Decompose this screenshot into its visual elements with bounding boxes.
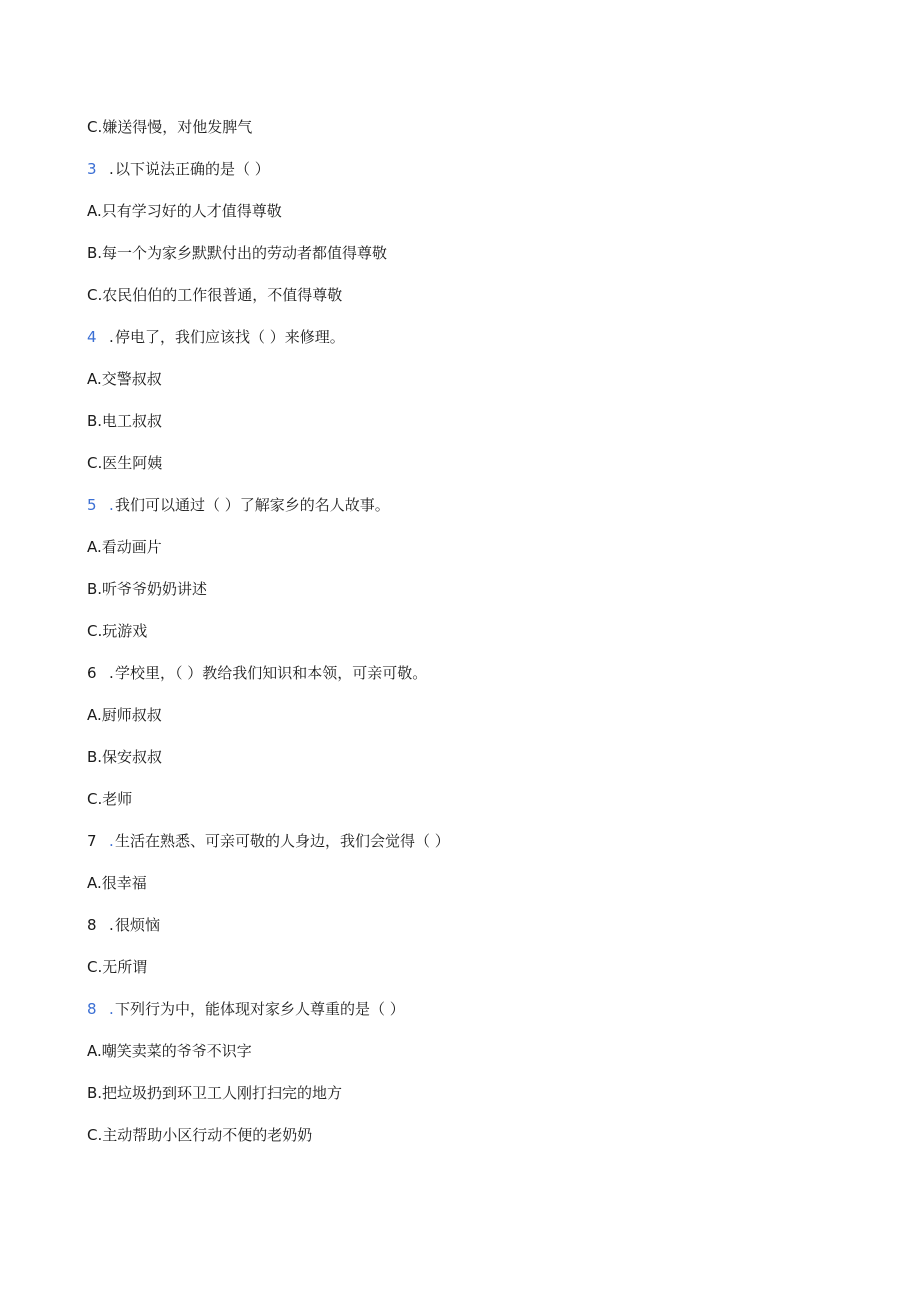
question-line xyxy=(87,157,270,181)
option-text: A.很幸福 xyxy=(87,874,147,892)
question-dot: . xyxy=(109,496,114,514)
question-dot: . xyxy=(109,1000,114,1018)
question-text: 停电了，我们应该找（ ）来修理。 xyxy=(115,328,345,346)
question-line xyxy=(87,997,405,1021)
question-text: 生活在熟悉、可亲可敬的人身边，我们会觉得（ ） xyxy=(115,832,450,850)
option-line xyxy=(87,283,342,307)
option-text: C.玩游戏 xyxy=(87,622,148,640)
option-text: B.听爷爷奶奶讲述 xyxy=(87,580,208,598)
option-text: B.每一个为家乡默默付出的劳动者都值得尊敬 xyxy=(87,244,388,262)
option-text: C.老师 xyxy=(87,790,133,808)
option-line xyxy=(87,451,162,475)
question-number: 8 xyxy=(87,916,97,934)
option-line xyxy=(87,703,162,727)
question-dot: . xyxy=(109,664,114,682)
question-text: 学校里，（ ）教给我们知识和本领，可亲可敬。 xyxy=(115,664,428,682)
option-line xyxy=(87,367,162,391)
question-line xyxy=(87,913,160,937)
option-line xyxy=(87,577,207,601)
question-line xyxy=(87,493,390,517)
question-number: 3 xyxy=(87,160,97,178)
question-line xyxy=(87,829,450,853)
option-text: C.医生阿姨 xyxy=(87,454,163,472)
question-dot: . xyxy=(109,832,114,850)
question-number: 6 xyxy=(87,664,97,682)
question-dot: . xyxy=(109,160,114,178)
option-line xyxy=(87,1039,252,1063)
option-line xyxy=(87,1123,312,1147)
option-line xyxy=(87,955,147,979)
option-line xyxy=(87,619,147,643)
option-text: B.电工叔叔 xyxy=(87,412,163,430)
option-line xyxy=(87,787,132,811)
question-number: 5 xyxy=(87,496,97,514)
option-line xyxy=(87,745,162,769)
option-text: C.主动帮助小区行动不便的老奶奶 xyxy=(87,1126,313,1144)
question-text: 以下说法正确的是（ ） xyxy=(115,160,270,178)
question-line xyxy=(87,325,345,349)
question-number: 7 xyxy=(87,832,97,850)
option-text: A.只有学习好的人才值得尊敬 xyxy=(87,202,282,220)
option-line xyxy=(87,1081,342,1105)
option-text: C.嫌送得慢，对他发脾气 xyxy=(87,118,253,136)
option-text: B.把垃圾扔到环卫工人刚打扫完的地方 xyxy=(87,1084,343,1102)
question-dot: . xyxy=(109,328,114,346)
question-text: 很烦恼 xyxy=(115,916,161,934)
option-text: A.看动画片 xyxy=(87,538,162,556)
option-line xyxy=(87,871,147,895)
question-number: 8 xyxy=(87,1000,97,1018)
option-line xyxy=(87,199,282,223)
option-text: A.厨师叔叔 xyxy=(87,706,162,724)
question-text: 我们可以通过（ ）了解家乡的名人故事。 xyxy=(115,496,390,514)
option-text: C.农民伯伯的工作很普通，不值得尊敬 xyxy=(87,286,343,304)
question-text: 下列行为中，能体现对家乡人尊重的是（ ） xyxy=(115,1000,405,1018)
option-text: B.保安叔叔 xyxy=(87,748,163,766)
question-dot: . xyxy=(109,916,114,934)
option-line xyxy=(87,241,387,265)
option-line xyxy=(87,535,162,559)
option-text: C.无所谓 xyxy=(87,958,148,976)
question-number: 4 xyxy=(87,328,97,346)
question-line xyxy=(87,661,427,685)
option-text: A.嘲笑卖菜的爷爷不识字 xyxy=(87,1042,252,1060)
option-line xyxy=(87,409,162,433)
option-text: A.交警叔叔 xyxy=(87,370,162,388)
option-line xyxy=(87,115,252,139)
